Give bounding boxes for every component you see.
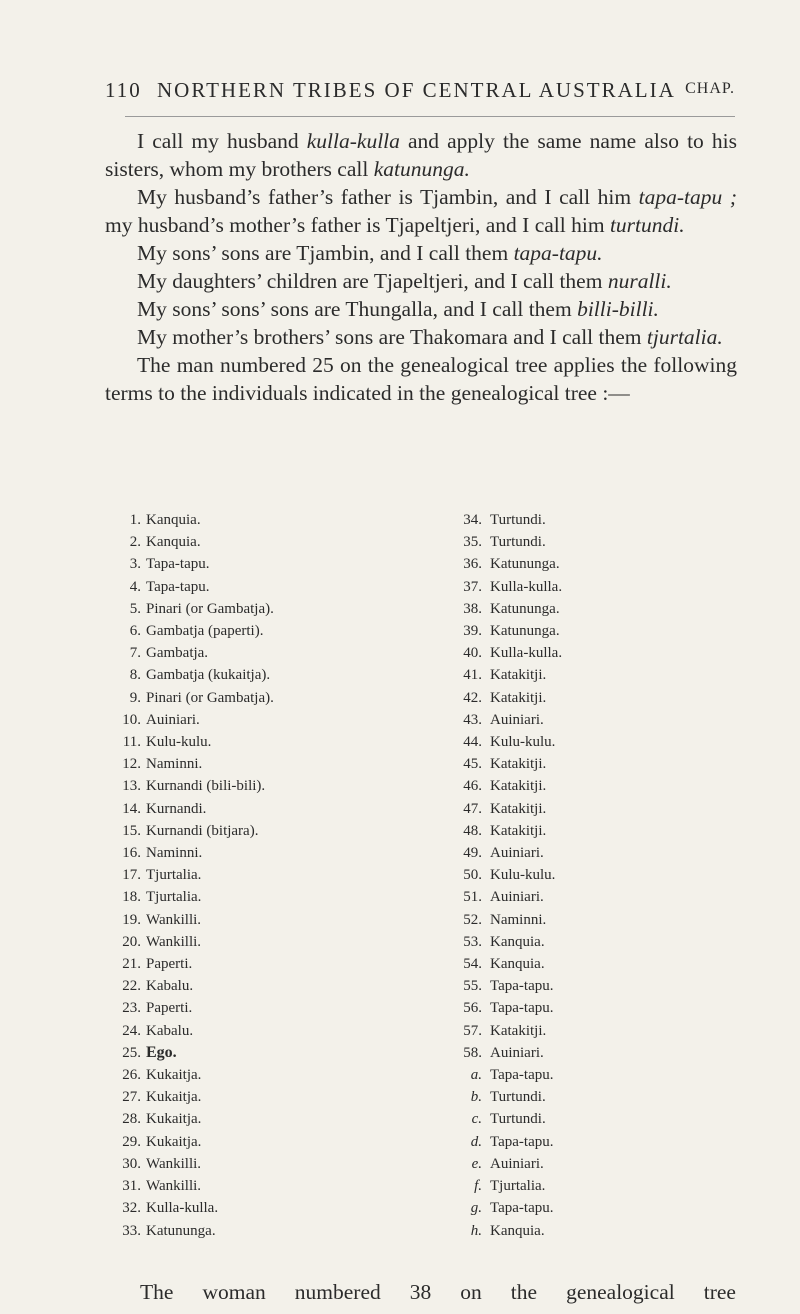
item-term: Kanquia. [146,534,201,551]
italic-term: katununga. [373,157,470,181]
page-number: 110 [105,78,142,102]
item-number: 23. [122,1000,141,1017]
item-number: 52. [463,911,482,928]
list-item [454,1108,754,1130]
item-number: 50. [463,867,482,884]
list-item [110,620,420,642]
paragraph [105,323,737,351]
list-item [110,820,420,842]
text-run: my husband’s mother’s father is Tjapeltjeri, and I call him [105,213,610,237]
item-term: Gambatja (paperti). [146,623,264,640]
item-number: 26. [122,1067,141,1084]
item-number: 54. [463,956,482,973]
item-number: 34. [463,512,482,528]
item-number: 8. [129,667,141,684]
footer-word: tree [703,1280,736,1304]
item-number: 21. [122,956,141,973]
item-term: Auiniari. [146,711,200,728]
item-term: Tjurtalia. [146,889,202,906]
item-term: Kanquia. [490,1222,545,1239]
list-item [454,620,754,642]
item-number: 47. [463,800,482,817]
item-term: Kukaitja. [146,1133,202,1150]
list-item [454,842,754,864]
item-term: Katakitji. [490,689,547,706]
chapter-label: CHAP. [685,80,735,97]
item-term: Kulu-kulu. [490,867,556,884]
item-term: Tjurtalia. [146,867,202,884]
list-item [110,576,420,598]
item-term: Tapa-tapu. [146,578,210,595]
body-text [105,127,737,407]
item-number: 53. [463,933,482,950]
list-item [110,1175,420,1197]
paragraph [105,127,737,183]
italic-term: tjurtalia. [646,325,723,349]
paragraph [105,351,737,407]
header-rule [125,116,735,117]
list-item [454,509,754,531]
list-item [110,1197,420,1219]
list-item [110,753,420,775]
item-number: 2. [129,534,141,551]
item-term: Tjurtalia. [490,1178,546,1195]
item-number: 18. [122,889,141,906]
footer-word: the [510,1280,538,1304]
list-item [110,509,420,531]
item-term: Turtundi. [490,534,546,551]
list-item [454,598,754,620]
item-number: 6. [129,623,141,640]
list-item [454,1220,754,1242]
list-item [454,642,754,664]
list-item [454,931,754,953]
list-item [454,975,754,997]
list-item [454,576,754,598]
item-term: Tapa-tapu. [490,978,554,995]
item-number: 37. [463,578,482,595]
item-number: 58. [463,1044,482,1061]
list-item [454,1153,754,1175]
list-item [110,798,420,820]
list-item [110,1153,420,1175]
list-item [454,709,754,731]
item-term: Kulu-kulu. [146,734,212,751]
italic-term: turtundi. [609,213,685,237]
item-number: 14. [122,800,141,817]
list-item [454,531,754,553]
item-term: Tapa-tapu. [490,1067,554,1084]
paragraph [105,183,737,239]
list-item [454,997,754,1019]
italic-term: nuralli. [607,269,672,293]
item-term: Katakitji. [490,756,547,773]
item-term: Wankilli. [146,933,202,950]
item-number: 40. [463,645,482,662]
item-term: Kulla-kulla. [490,645,563,662]
list-item [110,1064,420,1086]
list-item [454,1131,754,1153]
item-term: Kurnandi (bili-bili). [146,778,266,795]
item-term: Kanquia. [146,512,201,528]
text-run: The man numbered 25 on the genealogical tree applies the following terms to the individuals indicated in the genealogical tree :— [105,353,737,405]
list-item [110,531,420,553]
item-number: a. [470,1067,482,1084]
footer-word: genealogical [566,1280,675,1304]
item-term: Gambatja. [146,645,209,662]
item-number: 36. [463,556,482,573]
item-term: Auiniari. [490,889,544,906]
item-term: Kulla-kulla. [146,1200,219,1217]
italic-term: tapa-tapu ; [638,185,737,209]
item-number: 35. [463,534,482,551]
item-term: Auiniari. [490,1155,544,1172]
footer-word: numbered [294,1280,381,1304]
item-term: Paperti. [146,956,193,973]
item-term: Naminni. [146,845,203,862]
list-item [454,1086,754,1108]
list-item [110,553,420,575]
item-number: 51. [463,889,482,906]
item-term: Auiniari. [490,845,544,862]
list-item [454,1197,754,1219]
list-item [454,864,754,886]
item-term: Turtundi. [490,1111,546,1128]
list-item [454,775,754,797]
footer-line [140,1280,736,1305]
item-term: Tapa-tapu. [146,556,210,573]
text-run: My mother’s brothers’ sons are Thakomara and I call them [137,325,647,349]
list-item [110,1020,420,1042]
item-term: Ego. [146,1043,177,1061]
item-term: Kurnandi (bitjara). [146,822,259,839]
item-number: 32. [122,1200,141,1217]
list-item [454,553,754,575]
running-title: NORTHERN TRIBES OF CENTRAL AUSTRALIA [157,78,676,102]
item-number: 20. [122,933,141,950]
text-run: I call my husband [137,129,307,153]
item-term: Gambatja (kukaitja). [146,667,271,684]
list-item [454,753,754,775]
item-number: 43. [463,711,482,728]
item-number: 3. [129,556,141,573]
item-number: 16. [122,845,141,862]
footer-word: 38 [409,1280,432,1304]
item-term: Naminni. [146,756,203,773]
item-term: Kulla-kulla. [490,578,563,595]
item-number: 13. [122,778,141,795]
list-item [110,731,420,753]
list-item [110,1042,420,1064]
paragraph [105,295,737,323]
item-number: b. [470,1089,482,1106]
item-term: Wankilli. [146,1155,202,1172]
footer-word: woman [202,1280,266,1304]
item-number: 15. [122,822,141,839]
item-term: Katununga. [490,600,560,617]
item-term: Tapa-tapu. [490,1000,554,1017]
italic-term: tapa-tapu. [513,241,603,265]
item-number: 33. [122,1222,141,1239]
item-term: Katununga. [490,623,560,640]
item-number: f. [474,1178,482,1195]
list-item [110,1108,420,1130]
item-term: Kukaitja. [146,1067,202,1084]
item-number: 41. [463,667,482,684]
item-number: 45. [463,756,482,773]
item-number: 49. [463,845,482,862]
text-run: My husband’s father’s father is Tjambin, and I call him [137,185,639,209]
item-number: 7. [129,645,141,662]
item-term: Auiniari. [490,711,544,728]
text-run: and apply the same name also to his sisters, whom my brothers call [105,129,737,181]
item-number: 24. [122,1022,141,1039]
item-term: Katakitji. [490,778,547,795]
list-item [454,1020,754,1042]
item-number: 30. [122,1155,141,1172]
item-number: 42. [463,689,482,706]
item-term: Kulu-kulu. [490,734,556,751]
italic-term: billi-billi. [577,297,659,321]
item-number: g. [470,1200,482,1217]
item-term: Katakitji. [490,822,547,839]
item-number: 22. [122,978,141,995]
item-term: Pinari (or Gambatja). [146,600,274,617]
list-item [454,886,754,908]
item-number: 25. [122,1044,141,1061]
list-item [454,1042,754,1064]
item-term: Kanquia. [490,933,545,950]
item-term: Naminni. [490,911,547,928]
list-item [110,997,420,1019]
term-list-right [454,509,754,1242]
item-number: 55. [463,978,482,995]
item-term: Wankilli. [146,911,202,928]
list-item [110,975,420,997]
list-item [110,687,420,709]
list-item [454,798,754,820]
item-number: c. [471,1111,482,1128]
item-term: Kanquia. [490,956,545,973]
footer-word: on [460,1280,482,1304]
list-item [110,1086,420,1108]
item-number: 39. [463,623,482,640]
item-number: 38. [463,600,482,617]
item-term: Wankilli. [146,1178,202,1195]
list-item [454,731,754,753]
footer-word: The [140,1280,174,1304]
item-number: 44. [463,734,482,751]
list-item [110,642,420,664]
item-number: 9. [129,689,141,706]
item-number: 12. [122,756,141,773]
item-term: Kabalu. [146,1022,194,1039]
item-term: Katakitji. [490,667,547,684]
list-item [454,1175,754,1197]
item-number: 1. [129,512,141,528]
item-term: Auiniari. [490,1044,544,1061]
item-term: Tapa-tapu. [490,1133,554,1150]
item-term: Tapa-tapu. [490,1200,554,1217]
item-number: 11. [122,734,141,751]
list-item [110,1220,420,1242]
item-term: Katununga. [146,1222,216,1239]
list-item [454,664,754,686]
item-term: Kabalu. [146,978,194,995]
item-number: 57. [463,1022,482,1039]
list-item [454,820,754,842]
term-list-left [110,509,420,1242]
paragraph [105,239,737,267]
list-item [454,909,754,931]
item-term: Katakitji. [490,1022,547,1039]
list-item [110,598,420,620]
item-number: 17. [122,867,141,884]
list-item [110,909,420,931]
item-term: Kukaitja. [146,1111,202,1128]
item-number: 48. [463,822,482,839]
item-number: 4. [129,578,141,595]
list-item [110,709,420,731]
list-item [110,864,420,886]
item-term: Pinari (or Gambatja). [146,689,274,706]
item-term: Kurnandi. [146,800,207,817]
item-number: h. [470,1222,482,1239]
list-item [110,953,420,975]
item-number: 46. [463,778,482,795]
item-number: 27. [122,1089,141,1106]
list-item [454,953,754,975]
item-term: Kukaitja. [146,1089,202,1106]
item-number: d. [470,1133,482,1150]
item-number: 10. [122,711,141,728]
paragraph [105,267,737,295]
item-number: 31. [122,1178,141,1195]
item-number: 19. [122,911,141,928]
italic-term: kulla-kulla [306,129,400,153]
list-item [110,842,420,864]
list-item [454,687,754,709]
item-number: 5. [129,600,141,617]
list-item [110,886,420,908]
list-item [110,664,420,686]
item-number: 28. [122,1111,141,1128]
item-number: 56. [463,1000,482,1017]
text-run: My daughters’ children are Tjapeltjeri, and I call them [137,269,608,293]
list-item [454,1064,754,1086]
list-item [110,931,420,953]
item-term: Paperti. [146,1000,193,1017]
item-term: Turtundi. [490,1089,546,1106]
item-term: Katakitji. [490,800,547,817]
item-term: Katununga. [490,556,560,573]
item-number: 29. [122,1133,141,1150]
list-item [110,775,420,797]
text-run: My sons’ sons are Tjambin, and I call them [137,241,514,265]
item-number: e. [471,1155,482,1172]
list-item [110,1131,420,1153]
item-term: Turtundi. [490,512,546,528]
text-run: My sons’ sons’ sons are Thungalla, and I call them [137,297,578,321]
